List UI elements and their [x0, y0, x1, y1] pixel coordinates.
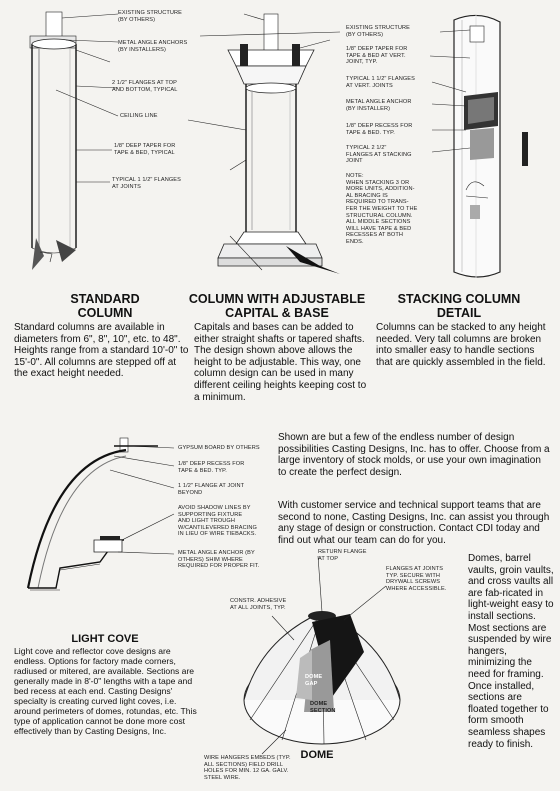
- label-stack-anchor: METAL ANGLE ANCHOR (BY INSTALLER): [346, 99, 412, 112]
- stacking-column-heading: STACKING COLUMN DETAIL: [397, 292, 521, 320]
- label-metal-anchors: METAL ANGLE ANCHORS (BY INSTALLERS): [118, 40, 188, 53]
- label-stack-stacking: TYPICAL 2 1/2" FLANGES AT STACKING JOINT: [346, 145, 412, 165]
- label-deep-taper: 1/8" DEEP TAPER FOR TAPE & BED, TYPICAL: [114, 143, 176, 156]
- label-dome-return: RETURN FLANGE AT TOP: [318, 549, 367, 562]
- label-dome-flanges: FLANGES AT JOINTS TYP. SECURE WITH DRYWALL SCREWS WHERE ACCESSIBLE.: [386, 566, 447, 592]
- light-cove-heading: LIGHT COVE: [71, 633, 139, 645]
- label-flanges-top-bottom: 2 1/2" FLANGES AT TOP AND BOTTOM, TYPICAL: [112, 80, 178, 93]
- label-dome-gap: DOME GAP: [305, 674, 323, 687]
- standard-column-heading: STANDARD COLUMN: [70, 292, 140, 320]
- intro-paragraph-2: With customer service and technical support teams that are second to none, Casting Designs, Inc. can assist you through any stage of design or construction. Contact CDI today and find out what our team can do for you.: [278, 500, 550, 546]
- standard-column-text: Standard columns are available in diameters from 6", 8", 10", etc. to 48". Heights range from a standard 10'-0" to 15'-0". All columns are stepped off at the exact height needed.: [14, 322, 189, 380]
- label-cove-anchor: METAL ANGLE ANCHOR (BY OTHERS) SHIM WHERE REQUIRED FOR PROPER FIT.: [178, 550, 260, 570]
- label-dome-wire: WIRE HANGERS EMBEDS (TYP. ALL SECTIONS) FIELD DRILL HOLES FOR MIN. 12 GA. GALV. STEEL WIRE.: [204, 755, 291, 781]
- label-stack-recess: 1/8" DEEP RECESS FOR TAPE & BED. TYP.: [346, 123, 413, 136]
- adjustable-column-heading: COLUMN WITH ADJUSTABLE CAPITAL & BASE: [188, 292, 366, 320]
- label-dome-adhesive: CONSTR. ADHESIVE AT ALL JOINTS, TYP.: [230, 598, 287, 611]
- label-existing-structure: EXISTING STRUCTURE (BY OTHERS): [118, 10, 182, 23]
- stacking-column-text: Columns can be stacked to any height needed. Very tall columns are broken into smaller easy to handle sections that are quickly assembled in the field.: [376, 322, 546, 368]
- label-stack-existing: EXISTING STRUCTURE (BY OTHERS): [346, 25, 410, 38]
- label-ceiling-line: CEILING LINE: [120, 113, 158, 119]
- label-gypsum: GYPSUM BOARD BY OTHERS: [178, 445, 260, 451]
- label-dome-section: DOME SECTION: [310, 701, 336, 714]
- adjustable-column-text: Capitals and bases can be added to either straight shafts or tapered shafts. The design shown above allows the height to be adjustable. This way, one column design can be used in many different ceiling heights keeping cost to a minimum.: [194, 322, 367, 403]
- label-stack-note: NOTE: WHEN STACKING 3 OR MORE UNITS, ADDITION- AL BRACING IS REQUIRED TO TRANS- FER THE WEIGHT TO THE STRUCTURAL COLUMN. ALL MIDDLE SECTIONS WILL HAVE TAPE & BED RECESSES AT BOTH ENDS.: [346, 173, 418, 245]
- label-cove-shadow: AVOID SHADOW LINES BY SUPPORTING FIXTURE AND LIGHT TROUGH W/CANTILEVERED BRACING IN LIEU OF WIRE TIEBACKS.: [178, 505, 257, 538]
- label-joint-flanges: TYPICAL 1 1/2" FLANGES AT JOINTS: [112, 177, 181, 190]
- label-stack-taper: 1/8" DEEP TAPER FOR TAPE & BED AT VERT. JOINT, TYP.: [346, 46, 408, 66]
- dome-text: Domes, barrel vaults, groin vaults, and cross vaults all are fab-ricated in light-weight easy to install sections. Most sections are suspended by wire hangers, minimizing the need for framing. Once installed, sections are floated together to form smooth seamless shapes ready to finish.: [468, 553, 554, 750]
- label-stack-flanges: TYPICAL 1 1/2" FLANGES AT VERT. JOINTS: [346, 76, 415, 89]
- light-cove-text: Light cove and reflector cove designs are endless. Options for factory made corners, radiused or mitered, are available. Sections are generally made in 8'-0" lengths with a tape and bed recess at each end. Casting Designs' specialty is creating curved light coves, i.e. around perimeters of domes, rotundas, etc. This type of application cannot be done more cost effectively than by Casting Designs, Inc.: [14, 646, 197, 736]
- label-cove-recess: 1/8" DEEP RECESS FOR TAPE & BED. TYP.: [178, 461, 245, 474]
- intro-paragraph-1: Shown are but a few of the endless number of design possibilities Casting Designs, Inc. has to offer. Choose from a large inventory of stock molds, or use your own imagination to create the perfect design.: [278, 432, 550, 478]
- label-cove-flange: 1 1/2" FLANGE AT JOINT BEYOND: [178, 483, 245, 496]
- dome-heading: DOME: [300, 749, 334, 761]
